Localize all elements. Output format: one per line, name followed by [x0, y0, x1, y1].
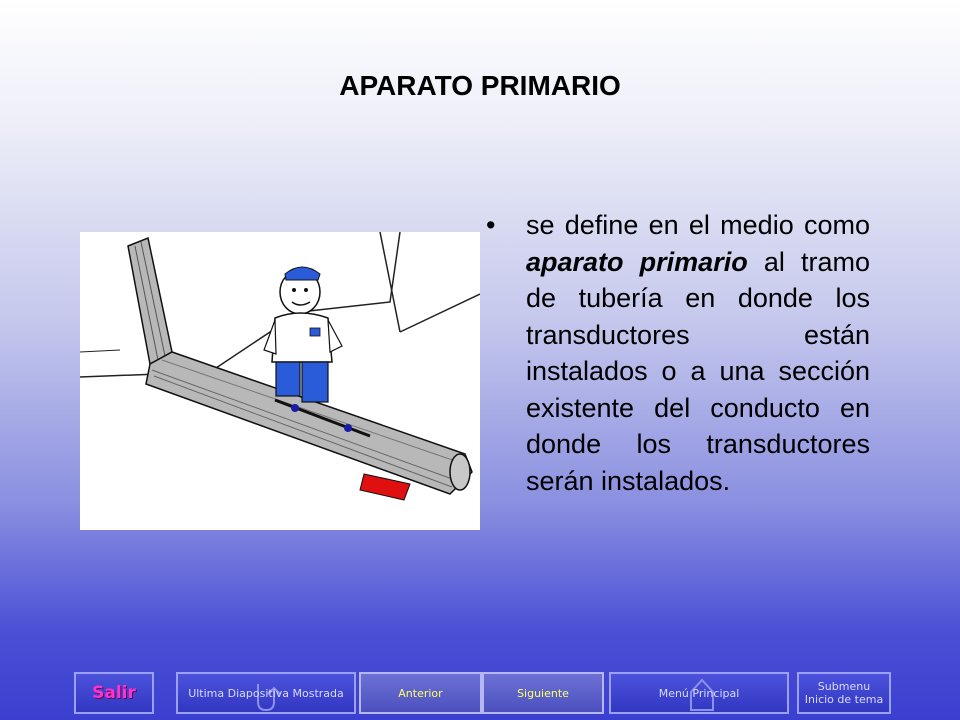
last-viewed-slide-label: Ultima Diapositiva Mostrada: [188, 686, 344, 700]
bullet-emphasis: aparato primario: [526, 246, 748, 277]
exit-button[interactable]: [74, 672, 154, 714]
bullet-marker: •: [486, 210, 496, 240]
exit-button-label: Salir: [92, 683, 136, 703]
main-menu-label: Menú Principal: [658, 686, 740, 700]
bullet-list: [486, 207, 870, 499]
next-button[interactable]: [482, 672, 604, 714]
bullet-text-part1: se define en el medio como: [526, 210, 870, 240]
last-viewed-slide-button[interactable]: [176, 672, 356, 714]
bullet-text-part2: al tramo de tubería en donde los transductores están instalados o a una sección existente del conducto en donde los transductores serán instalados.: [526, 246, 870, 496]
submenu-label-line2: Inicio de tema: [804, 693, 884, 706]
bullet-item: [526, 207, 870, 499]
previous-button[interactable]: [359, 672, 482, 714]
submenu-button[interactable]: [797, 672, 891, 714]
main-menu-button[interactable]: [609, 672, 789, 714]
submenu-label-line1: Submenu: [817, 680, 871, 693]
previous-button-label: Anterior: [398, 686, 443, 700]
next-button-label: Siguiente: [517, 686, 569, 700]
pipe-illustration: [80, 232, 480, 530]
submenu-label: [805, 680, 883, 706]
slide-title: APARATO PRIMARIO: [339, 70, 621, 101]
pipe-with-worker-illustration: [80, 232, 480, 530]
